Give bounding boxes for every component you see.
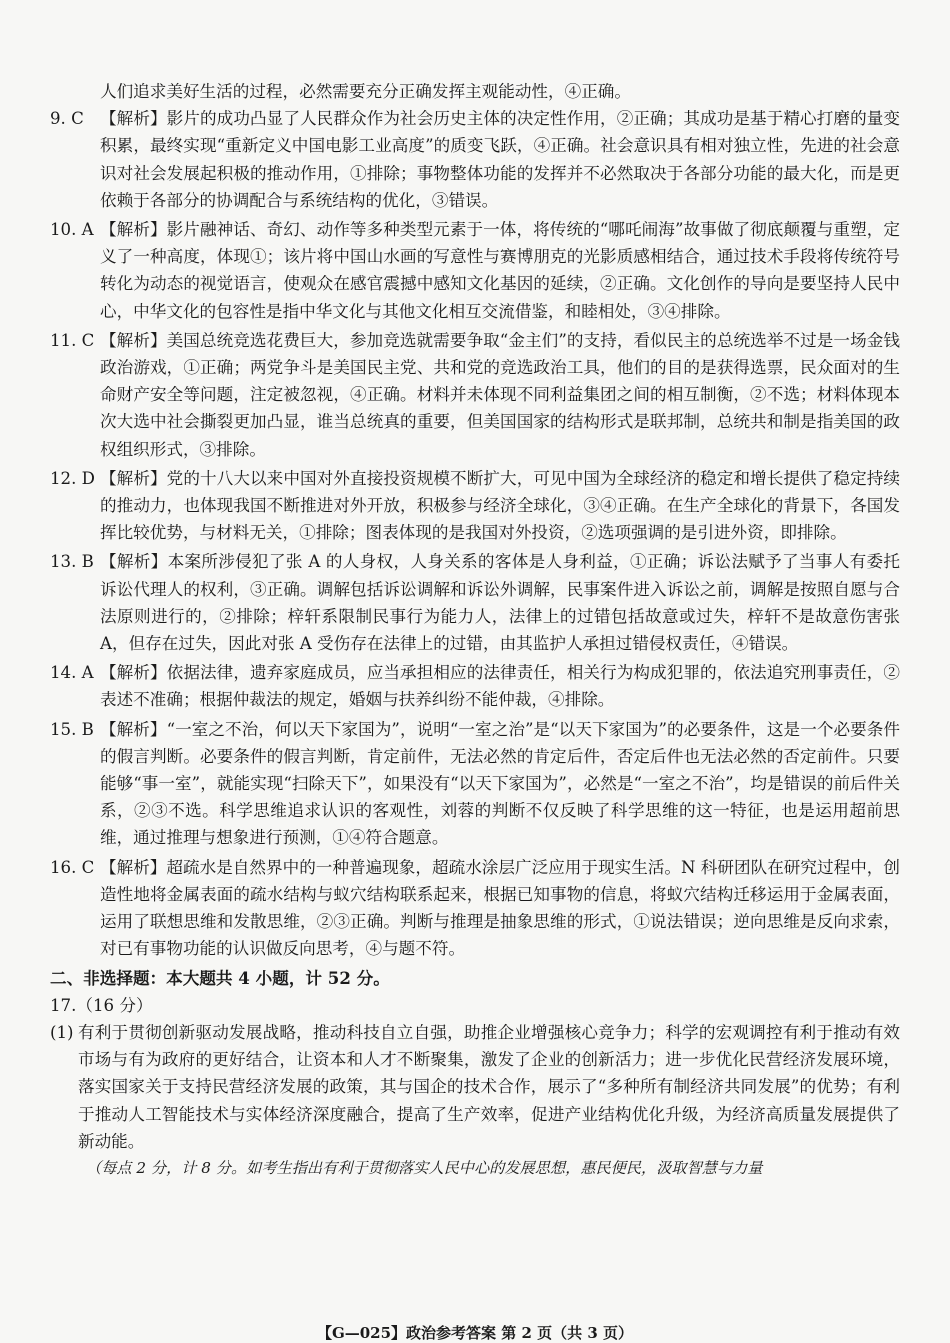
section-title: 二、非选择题：本大题共 4 小题，计 52 分。	[50, 967, 390, 988]
page-footer: 【G—025】政治参考答案 第 2 页（共 3 页）	[316, 1324, 634, 1342]
question-item	[50, 659, 900, 713]
question-item	[50, 548, 900, 657]
question-explanation: 【解析】依据法律，遗弃家庭成员，应当承担相应的法律责任，相关行为构成犯罪的，依法追究刑事责任，②表述不准确；根据仲裁法的规定，婚姻与扶养纠纷不能仲裁，④排除。	[100, 663, 900, 710]
question-item	[50, 465, 900, 547]
question-number: 11. C	[50, 330, 95, 350]
question-item	[50, 854, 900, 963]
question-list	[50, 105, 900, 962]
question-explanation: 【解析】美国总统竞选花费巨大，参加竞选就需要争取“金主们”的支持，看似民主的总统选举不过是一场金钱政治游戏，①正确；两党争斗是美国民主党、共和党的竞选政治工具，他们的目的是获得选票，民众面对的生命财产安全等问题，注定被忽视，④正确。材料并未体现不同利益集团之间的相互制衡，②不选；材料体现本次大选中社会撕裂更加凸显，谁当总统真的重要，但美国国家的结构形式是联邦制，总统共和制是指美国的政权组织形式，③排除。	[100, 330, 900, 459]
question-explanation: 【解析】超疏水是自然界中的一种普遍现象，超疏水涂层广泛应用于现实生活。N 科研团队在研究过程中，创造性地将金属表面的疏水结构与蚁穴结构联系起来，根据已知事物的信息，将蚁穴结构迁移运用于金属表面，运用了联想思维和发散思维，②③正确。判断与推理是抽象思维的形式，①说法错误；逆向思维是反向求索，对已有事物功能的认识做反向思考，④与题不符。	[100, 857, 900, 959]
question-number: 16. C	[50, 857, 95, 877]
intro-line: 人们追求美好生活的过程，必然需要充分正确发挥主观能动性，④正确。	[100, 82, 631, 101]
q17-scoring-note: （每点 2 分，计 8 分。如考生指出有利于贯彻落实人民中心的发展思想，惠民便民，汲取智慧与力量	[86, 1158, 763, 1177]
question-number: 14. A	[50, 663, 94, 683]
question-explanation: 【解析】影片的成功凸显了人民群众作为社会历史主体的决定性作用，②正确；其成功是基于精心打磨的量变积累，最终实现“重新定义中国电影工业高度”的质变飞跃，④正确。社会意识具有相对独立性，先进的社会意识对社会发展起积极的推动作用，①排除；事物整体功能的发挥并不必然取决于各部分功能的最大化，而是更依赖于各部分的协调配合与系统结构的优化，③错误。	[100, 109, 900, 210]
question-explanation: 【解析】影片融神话、奇幻、动作等多种类型元素于一体，将传统的“哪吒闹海”故事做了彻底颠覆与重塑，定义了一种高度，体现①；该片将中国山水画的写意性与赛博朋克的光影质感相结合，通过技术手段将传统符号转化为动态的视觉语言，使观众在感官震撼中感知文化基因的延续，②正确。文化创作的导向是要坚持人民中心，中华文化的包容性是指中华文化与其他文化相互交流借鉴，和睦相处，③④排除。	[100, 220, 900, 321]
question-number: 13. B	[50, 552, 94, 572]
question-item	[50, 327, 900, 463]
question-item	[50, 105, 900, 214]
question-explanation: 【解析】“一室之不治，何以天下家国为”，说明“一室之治”是“以天下家国为”的必要条件，这是一个必要条件的假言判断。必要条件的假言判断，肯定前件，无法必然的肯定后件，否定后件也无法必然的否定前件。只要能够“事一室”，就能实现“扫除天下”，如果没有“以天下家国为”，必然是“一室之不治”，均是错误的前后件关系，②③不选。科学思维追求认识的客观性，刘蓉的判断不仅反映了科学思维的这一特征，也是运用超前思维，通过推理与想象进行预测，①④符合题意。	[100, 719, 900, 848]
q17-part1	[50, 1019, 900, 1155]
question-item	[50, 216, 900, 325]
q17-part1-number: (1)	[50, 1022, 74, 1042]
question-number: 12. D	[50, 468, 95, 488]
question-number: 9. C	[50, 109, 84, 129]
q17-part1-text: 有利于贯彻创新驱动发展战略，推动科技自立自强，助推企业增强核心竞争力；科学的宏观调控有利于推动有效市场与有为政府的更好结合，让资本和人才不断聚集，激发了企业的创新活力；进一步优化民营经济发展环境，落实国家关于支持民营经济发展的政策，其与国企的技术合作，展示了“多种所有制经济共同发展”的优势；有利于推动人工智能技术与实体经济深度融合，提高了生产效率，促进产业结构优化升级，为经济高质量发展提供了新动能。	[78, 1022, 900, 1151]
question-number: 10. A	[50, 220, 94, 240]
q17-header: 17.（16 分）	[50, 995, 153, 1015]
question-explanation: 【解析】党的十八大以来中国对外直接投资规模不断扩大，可见中国为全球经济的稳定和增长提供了稳定持续的推动力，也体现我国不断推进对外开放，积极参与经济全球化，③④正确。在生产全球化的背景下，各国发挥比较优势，与材料无关，①排除；图表体现的是我国对外投资，②选项强调的是引进外资，即排除。	[100, 468, 900, 543]
question-explanation: 【解析】本案所涉侵犯了张 A 的人身权，人身关系的客体是人身利益，①正确；诉讼法赋予了当事人有委托诉讼代理人的权利，③正确。调解包括诉讼调解和诉讼外调解，民事案件进入诉讼之前，调解是按照自愿与合法原则进行的，②排除；梓轩系限制民事行为能力人，法律上的过错包括故意或过失，梓轩不是故意伤害张 A，但存在过失，因此对张 A 受伤存在法律上的过错，由其监护人承担过错侵权责任，④错误。	[100, 552, 900, 654]
question-number: 15. B	[50, 719, 94, 739]
question-item	[50, 716, 900, 852]
